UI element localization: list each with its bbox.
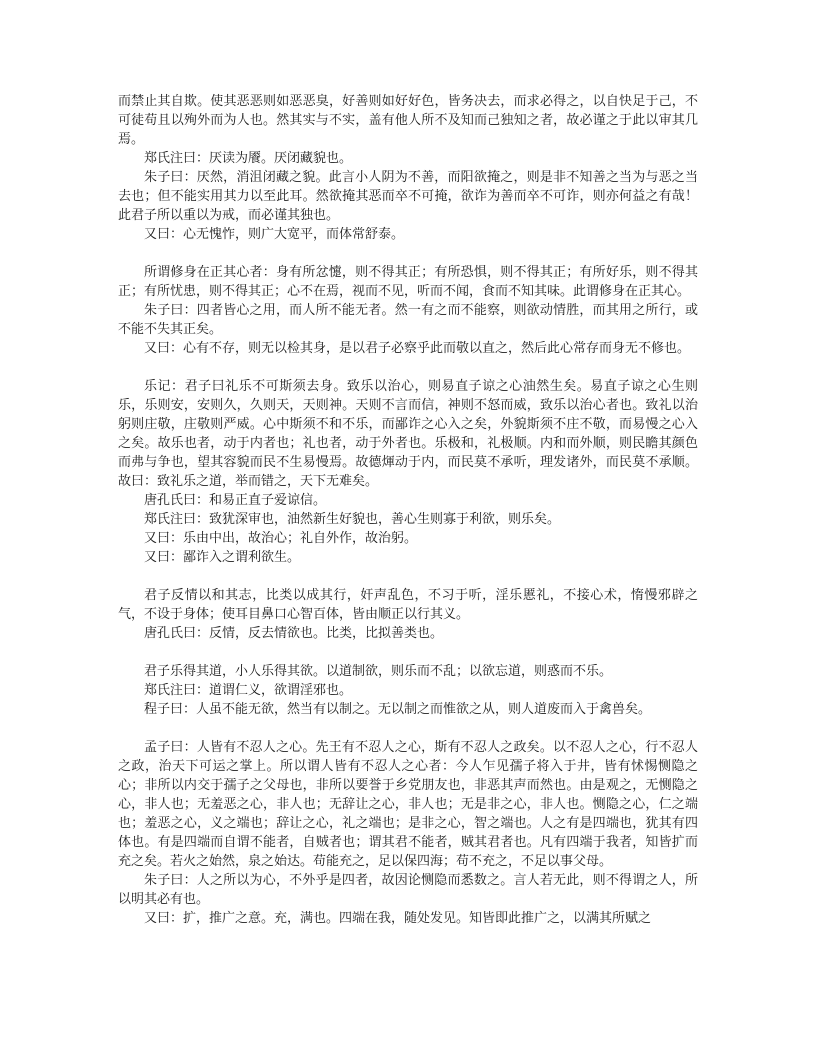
paragraph: 又曰：扩，推广之意。充，满也。四端在我，随处发见。知皆即此推广之，以满其所赋之	[144, 911, 652, 926]
paragraph: 孟子曰：人皆有不忍人之心。先王有不忍人之心，斯有不忍人之政矣。以不忍人之心，行不忍人之政，治天下可运之掌上。所以谓人皆有不忍人之心者：今人乍见孺子将入于井，皆有怵惕恻隐之心；非所以内交于孺子之父母也，非所以要誉于乡党朋友也，非恶其声而然也。由是观之，无恻隐之心，非人也；无羞恶之心，非人也；无辞让之心，非人也；无是非之心，非人也。恻隐之心，仁之端也；羞恶之心，义之端也；辞让之心，礼之端也；是非之心，智之端也。人之有是四端也，犹其有四体也。有是四端而自谓不能者，自贼者也；谓其君不能者，贼其君者也。凡有四端于我者，知皆扩而充之矣。若火之始然，泉之始达。苟能充之，足以保四海；苟不充之，不足以事父母。	[118, 740, 698, 869]
paragraph: 君子乐得其道，小人乐得其欲。以道制欲，则乐而不乱；以欲忘道，则惑而不乐。	[144, 664, 613, 679]
paragraph-gap	[118, 244, 698, 263]
paragraph: 朱子曰：四者皆心之用，而人所不能无者。然一有之而不能察，则欲动情胜，而其用之所行，或不能不失其正矣。	[118, 303, 698, 337]
paragraph: 程子曰：人虽不能无欲，然当有以制之。无以制之而惟欲之从，则人道废而入于禽兽矣。	[144, 702, 652, 717]
paragraph: 唐孔氏曰：反情，反去情欲也。比类，比拟善类也。	[144, 626, 444, 641]
paragraph: 又曰：心有不存，则无以检其身，是以君子必察乎此而敬以直之，然后此心常存而身无不修也。	[144, 341, 691, 356]
document-body	[118, 92, 698, 928]
paragraph-gap	[118, 567, 698, 586]
paragraph: 乐记：君子曰礼乐不可斯须去身。致乐以治心，则易直子谅之心油然生矣。易直子谅之心生则乐，乐则安，安则久，久则天，天则神。天则不言而信，神则不怒而威，致乐以治心者也。致礼以治躬则庄敬，庄敬则严威。心中斯须不和不乐，而鄙诈之心入之矣，外貌斯须不庄不敬，而易慢之心入之矣。故乐也者，动于内者也；礼也者，动于外者也。乐极和，礼极顺。内和而外顺，则民瞻其颜色而弗与争也，望其容貌而民不生易慢焉。故德煇动于内，而民莫不承听，理发诸外，而民莫不承顺。故曰：致礼乐之道，举而错之，天下无难矣。	[118, 379, 698, 489]
paragraph: 朱子曰：厌然，消沮闭藏之貌。此言小人阴为不善，而阳欲掩之，则是非不知善之当为与恶之当去也；但不能实用其力以至此耳。然欲掩其恶而卒不可掩，欲诈为善而卒不可诈，则亦何益之有哉！此君子所以重以为戒，而必谨其独也。	[118, 170, 698, 223]
paragraph: 又曰：乐由中出，故治心；礼自外作，故治躬。	[144, 531, 418, 546]
paragraph: 而禁止其自欺。使其恶恶则如恶恶臭，好善则如好好色，皆务决去，而求必得之，以自快足于己，不可徒苟且以殉外而为人也。然其实与不实，盖有他人所不及知而己独知之者，故必谨之于此以审其几焉。	[118, 94, 698, 147]
paragraph: 君子反情以和其志，比类以成其行，奸声乱色，不习于听，淫乐慝礼，不接心术，惰慢邪辟之气，不设于身体；使耳目鼻口心智百体，皆由顺正以行其义。	[118, 588, 698, 622]
paragraph-gap	[118, 643, 698, 662]
paragraph: 朱子曰：人之所以为心，不外乎是四者，故因论恻隐而悉数之。言人若无此，则不得谓之人，所以明其必有也。	[118, 873, 698, 907]
paragraph: 郑氏注曰：致犹深审也，油然新生好貌也，善心生则寡于利欲，则乐矣。	[144, 512, 561, 527]
paragraph-gap	[118, 358, 698, 377]
paragraph: 唐孔氏曰：和易正直子爱谅信。	[144, 493, 327, 508]
paragraph-gap	[118, 719, 698, 738]
paragraph: 郑氏注曰：道谓仁义，欲谓淫邪也。	[144, 683, 353, 698]
paragraph: 郑氏注曰：厌读为餍。厌闭藏貌也。	[144, 151, 353, 166]
paragraph: 所谓修身在正其心者：身有所忿懥，则不得其正；有所恐惧，则不得其正；有所好乐，则不得其正；有所忧患，则不得其正；心不在焉，视而不见，听而不闻，食而不知其味。此谓修身在正其心。	[118, 265, 698, 299]
paragraph: 又曰：心无愧怍，则广大宽平，而体常舒泰。	[144, 227, 405, 242]
paragraph: 又曰：鄙诈入之谓利欲生。	[144, 550, 301, 565]
